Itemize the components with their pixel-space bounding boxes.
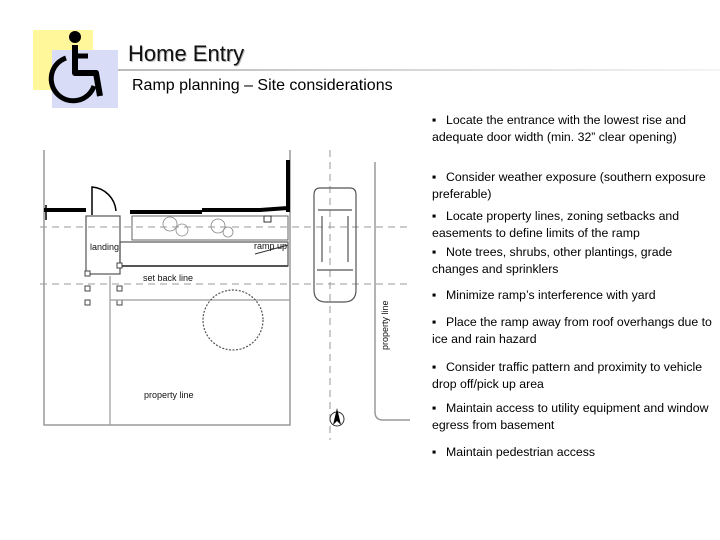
bullet-marker: ▪ bbox=[432, 170, 437, 184]
landing-label: landing bbox=[90, 242, 120, 252]
house-wall bbox=[44, 208, 288, 212]
wheelchair-icon bbox=[30, 28, 110, 108]
list-item: ▪ Maintain access to utility equipment and window egress from basement bbox=[432, 401, 709, 432]
property-line-vertical-label: property line bbox=[380, 300, 390, 350]
bullet-marker: ▪ bbox=[432, 445, 437, 459]
title-divider bbox=[118, 69, 720, 71]
page-subtitle: Ramp planning – Site considerations bbox=[132, 77, 393, 94]
tree-icon bbox=[203, 290, 263, 350]
list-item: ▪ Consider traffic pattern and proximity to vehicle drop off/pick up area bbox=[432, 360, 703, 391]
site-plan-drawing bbox=[40, 150, 410, 440]
list-item: ▪ Maintain pedestrian access bbox=[432, 445, 596, 459]
set-back-line-label: set back line bbox=[143, 273, 194, 283]
planter bbox=[132, 216, 288, 240]
bullet-marker: ▪ bbox=[432, 209, 437, 223]
door-swing bbox=[92, 187, 116, 215]
property-line-label: property line bbox=[144, 390, 194, 400]
bullet-marker: ▪ bbox=[432, 288, 437, 302]
page-title: Home Entry bbox=[128, 41, 245, 66]
list-item: ▪ Note trees, shrubs, other plantings, grade changes and sprinklers bbox=[432, 245, 673, 276]
north-arrow-icon bbox=[330, 408, 344, 426]
bullet-marker: ▪ bbox=[432, 245, 437, 259]
list-item: ▪ Place the ramp away from roof overhangs due to ice and rain hazard bbox=[432, 315, 712, 346]
curb-line bbox=[375, 162, 410, 420]
car-icon bbox=[314, 188, 356, 302]
list-item: ▪ Consider weather exposure (southern exposure preferable) bbox=[432, 170, 706, 201]
list-item: ▪ Minimize ramp’s interference with yard bbox=[432, 288, 656, 302]
list-item: ▪ Locate the entrance with the lowest rise and adequate door width (min. 32” clear opening) bbox=[432, 113, 686, 144]
ramp-up-label: ramp up bbox=[254, 241, 288, 251]
list-item: ▪ Locate property lines, zoning setbacks and easements to define limits of the ramp bbox=[432, 209, 680, 240]
bullet-marker: ▪ bbox=[432, 401, 437, 415]
lot-boundary bbox=[44, 150, 290, 425]
bullet-marker: ▪ bbox=[432, 315, 437, 329]
bullet-marker: ▪ bbox=[432, 113, 437, 127]
bullet-marker: ▪ bbox=[432, 360, 437, 374]
